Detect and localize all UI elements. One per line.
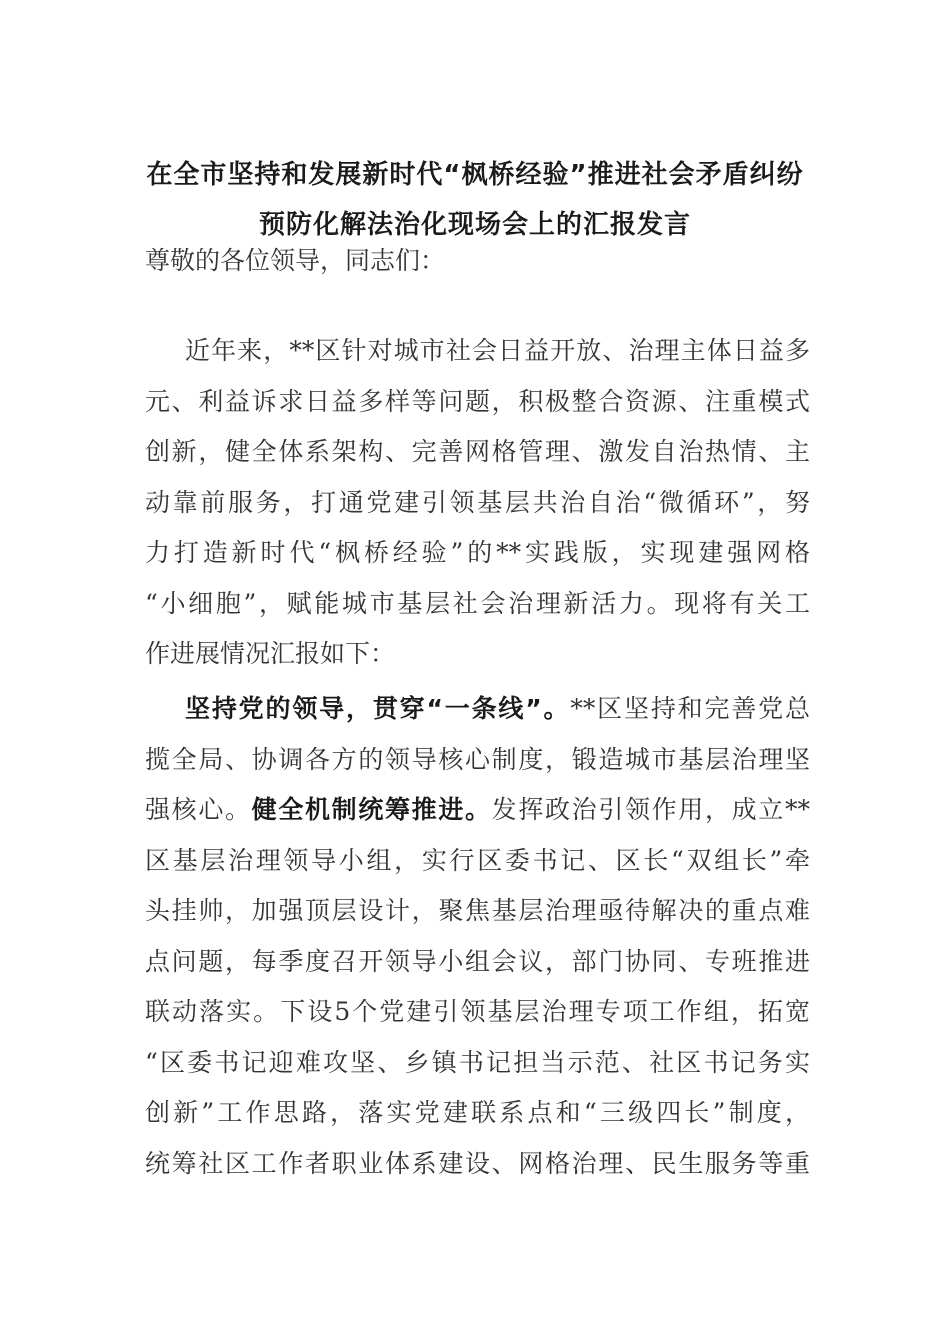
paragraph-line: 动靠前服务，打通党建引领基层共治自治“微循环”，努 xyxy=(145,487,810,517)
paragraph-text: 强核心。 xyxy=(145,795,252,824)
paragraph-line: 揽全局、协调各方的领导核心制度，锻造城市基层治理坚 xyxy=(145,744,810,774)
paragraph-line: 头挂帅，加强顶层设计，聚焦基层治理亟待解决的重点难 xyxy=(145,896,810,925)
paragraph-line: 创新”工作思路，落实党建联系点和“三级四长”制度， xyxy=(145,1098,810,1127)
paragraph-text: **区坚持和完善党总 xyxy=(570,694,810,723)
paragraph-line: 区基层治理领导小组，实行区委书记、区长“双组长”牵 xyxy=(145,845,810,875)
section-heading: 坚持党的领导，贯穿“一条线”。 xyxy=(185,694,571,723)
paragraph-line: 统筹社区工作者职业体系建设、网格治理、民生服务等重 xyxy=(145,1148,810,1178)
paragraph-line: 联动落实。下设5个党建引领基层治理专项工作组，拓宽 xyxy=(145,997,810,1026)
paragraph-line xyxy=(145,684,810,735)
paragraph-text: 发挥政治引领作用，成立** xyxy=(491,795,810,824)
salutation: 尊敬的各位领导，同志们： xyxy=(145,246,446,275)
paragraph-line: 作进展情况汇报如下： xyxy=(145,639,396,668)
intro-paragraph xyxy=(145,326,810,680)
paragraph-line: 元、利益诉求日益多样等问题，积极整合资源、注重模式 xyxy=(145,386,810,416)
paragraph-line: “小细胞”，赋能城市基层社会治理新活力。现将有关工 xyxy=(145,588,810,618)
title-line-1: 在全市坚持和发展新时代“枫桥经验”推进社会矛盾纠纷 xyxy=(146,160,804,190)
paragraph-line: 力打造新时代“枫桥经验”的**实践版，实现建强网格 xyxy=(145,538,810,567)
paragraph-line xyxy=(145,785,810,836)
paragraph-line: 点问题，每季度召开领导小组会议，部门协同、专班推进 xyxy=(145,946,810,976)
paragraph-line: 创新，健全体系架构、完善网格管理、激发自治热情、主 xyxy=(145,437,810,466)
paragraph-line: “区委书记迎难攻坚、乡镇书记担当示范、社区书记务实 xyxy=(145,1047,810,1077)
document-title xyxy=(145,150,805,250)
title-line-2: 预防化解法治化现场会上的汇报发言 xyxy=(258,210,691,240)
subsection-heading: 健全机制统筹推进。 xyxy=(251,795,492,824)
section-paragraph xyxy=(145,684,810,1189)
paragraph-line: 近年来，**区针对城市社会日益开放、治理主体日益多 xyxy=(185,336,810,365)
